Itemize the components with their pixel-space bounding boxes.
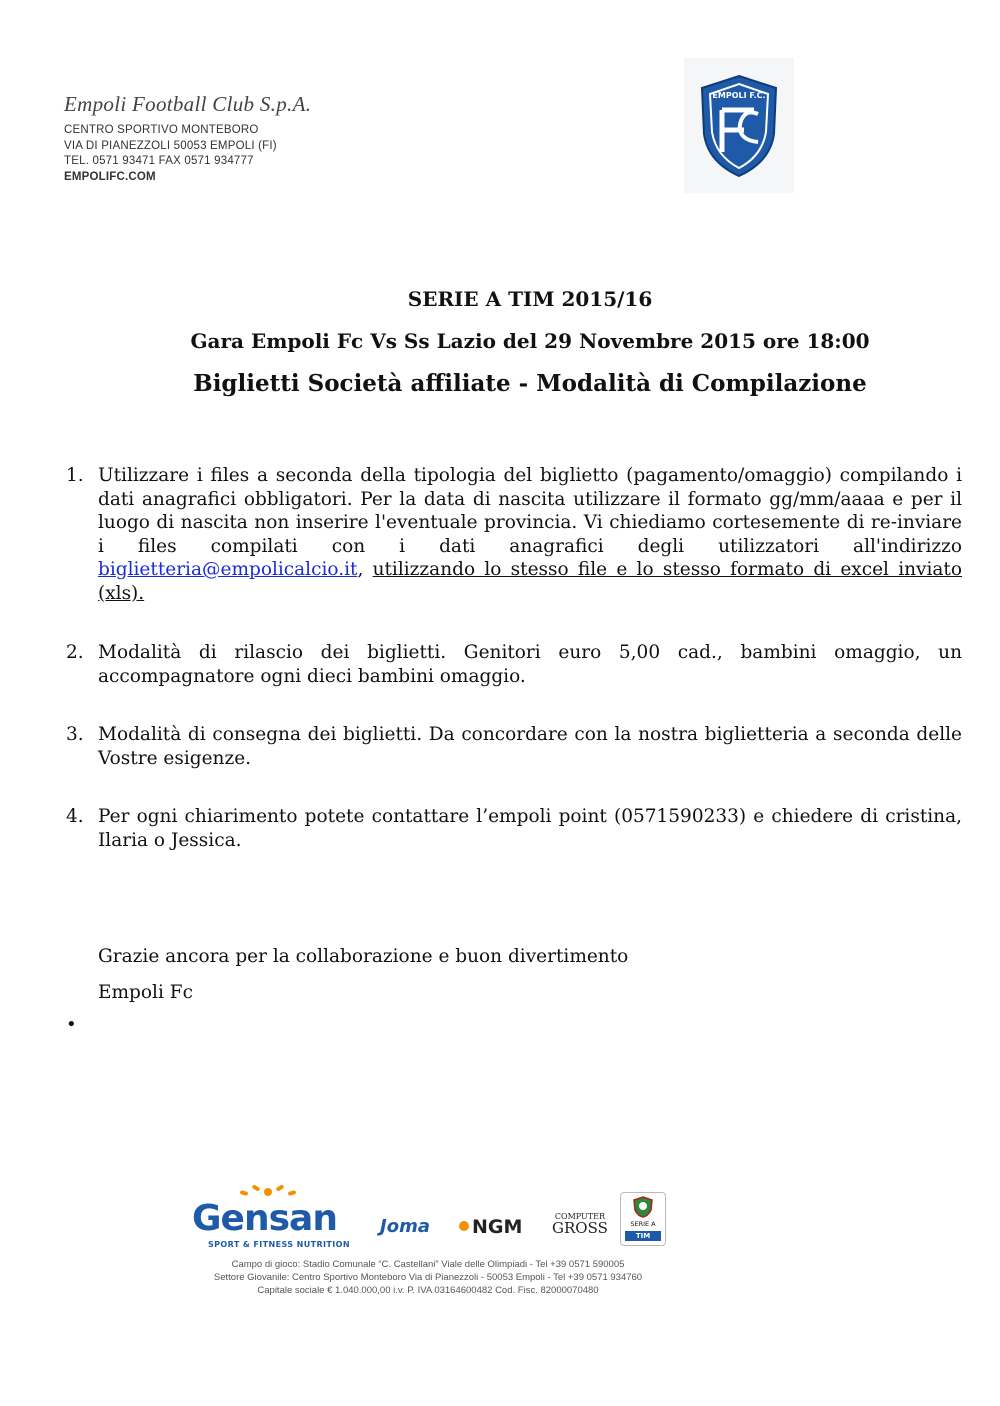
item-text: Modalità di rilascio dei biglietti. Genitori euro 5,00 cad., bambini omaggio, un accompagnatore ogni dieci bambini omaggio.	[98, 642, 962, 687]
gensan-sun-icon	[238, 1182, 298, 1198]
ngm-sun-icon	[458, 1220, 470, 1232]
letterhead-phone: TEL. 0571 93471 FAX 0571 934777	[64, 155, 254, 167]
season-title: SERIE A TIM 2015/16	[407, 287, 653, 311]
stray-bullet: •	[66, 1014, 77, 1035]
list-item-4	[66, 805, 962, 852]
cg-top: COMPUTER	[554, 1212, 605, 1221]
serie-a-text: SERIE A	[630, 1220, 656, 1228]
item-number: 1.	[66, 465, 84, 486]
serie-a-shield-icon	[633, 1196, 653, 1218]
closing-thanks: Grazie ancora per la collaborazione e buon divertimento	[98, 946, 629, 967]
email-link[interactable]: biglietteria@empolicalcio.it	[98, 559, 358, 580]
empoli-fc-crest-icon	[700, 74, 778, 178]
letterhead-address-2: VIA DI PIANEZZOLI 50053 EMPOLI (FI)	[64, 139, 277, 152]
item-number: 2.	[66, 642, 84, 663]
list-item-2	[66, 641, 962, 688]
item-text: Modalità di consegna dei biglietti. Da concordare con la nostra biglietteria a seconda delle Vostre esigenze.	[98, 724, 962, 769]
footer-company-info: Capitale sociale € 1.040.000,00 i.v. P. IVA 03164600482 Cod. Fisc. 82000070480	[257, 1285, 599, 1296]
serie-a-logo	[620, 1192, 666, 1246]
ngm-logo: NGM	[472, 1216, 523, 1238]
computer-gross-logo	[552, 1212, 608, 1237]
letterhead-website: EMPOLIFC.COM	[64, 170, 156, 183]
item-text: Utilizzare i files a seconda della tipologia del biglietto (pagamento/omaggio) compilando i dati anagrafici obbligatori. Per la data di nascita utilizzare il formato gg/mm/aaaa e per il luogo di nascita non inserire l'eventuale provincia. Vi chiediamo cortesemente di re-inviare i files compilati con i dati anagrafici degli utilizzatori all'indirizzo biglietteria@empolicalcio.it, utilizzando lo stesso file e lo stesso formato di excel inviato (xls).	[98, 465, 963, 604]
list-item-3	[66, 723, 962, 770]
sponsor-logos	[190, 1182, 670, 1252]
joma-logo: Joma	[380, 1216, 430, 1237]
signature: Empoli Fc	[98, 982, 193, 1003]
item-number: 3.	[66, 724, 84, 745]
footer	[0, 1258, 856, 1297]
cg-bottom: GROSS	[552, 1219, 608, 1237]
footer-stadium: Campo di gioco: Stadio Comunale “C. Castellani” Viale delle Olimpiadi - Tel +39 0571 590005	[231, 1259, 625, 1270]
tim-text: TIM	[625, 1231, 661, 1241]
letterhead	[64, 92, 311, 185]
list-item-1	[66, 464, 962, 605]
footer-youth-sector: Settore Giovanile: Centro Sportivo Monteboro Via di Pianezzoli - 50053 Empoli - Tel +39 0571 934760	[213, 1272, 643, 1283]
crest-text: EMPOLI F.C.	[712, 91, 766, 100]
document-subject: Biglietti Società affiliate - Modalità di Compilazione	[193, 370, 867, 397]
item-number: 4.	[66, 806, 84, 827]
gensan-tagline: SPORT & FITNESS NUTRITION	[208, 1240, 350, 1249]
match-title: Gara Empoli Fc Vs Ss Lazio del 29 Novembre 2015 ore 18:00	[190, 329, 870, 353]
letterhead-address-1: CENTRO SPORTIVO MONTEBORO	[64, 124, 259, 136]
gensan-logo: Gensan	[192, 1198, 337, 1239]
item-text: Per ogni chiarimento potete contattare l’empoli point (0571590233) e chiedere di cristina, Ilaria o Jessica.	[98, 806, 962, 851]
club-crest	[684, 58, 794, 193]
club-name: Empoli Football Club S.p.A.	[64, 92, 312, 116]
underlined-instruction: utilizzando lo stesso file e lo stesso formato di excel inviato (xls).	[98, 559, 963, 604]
